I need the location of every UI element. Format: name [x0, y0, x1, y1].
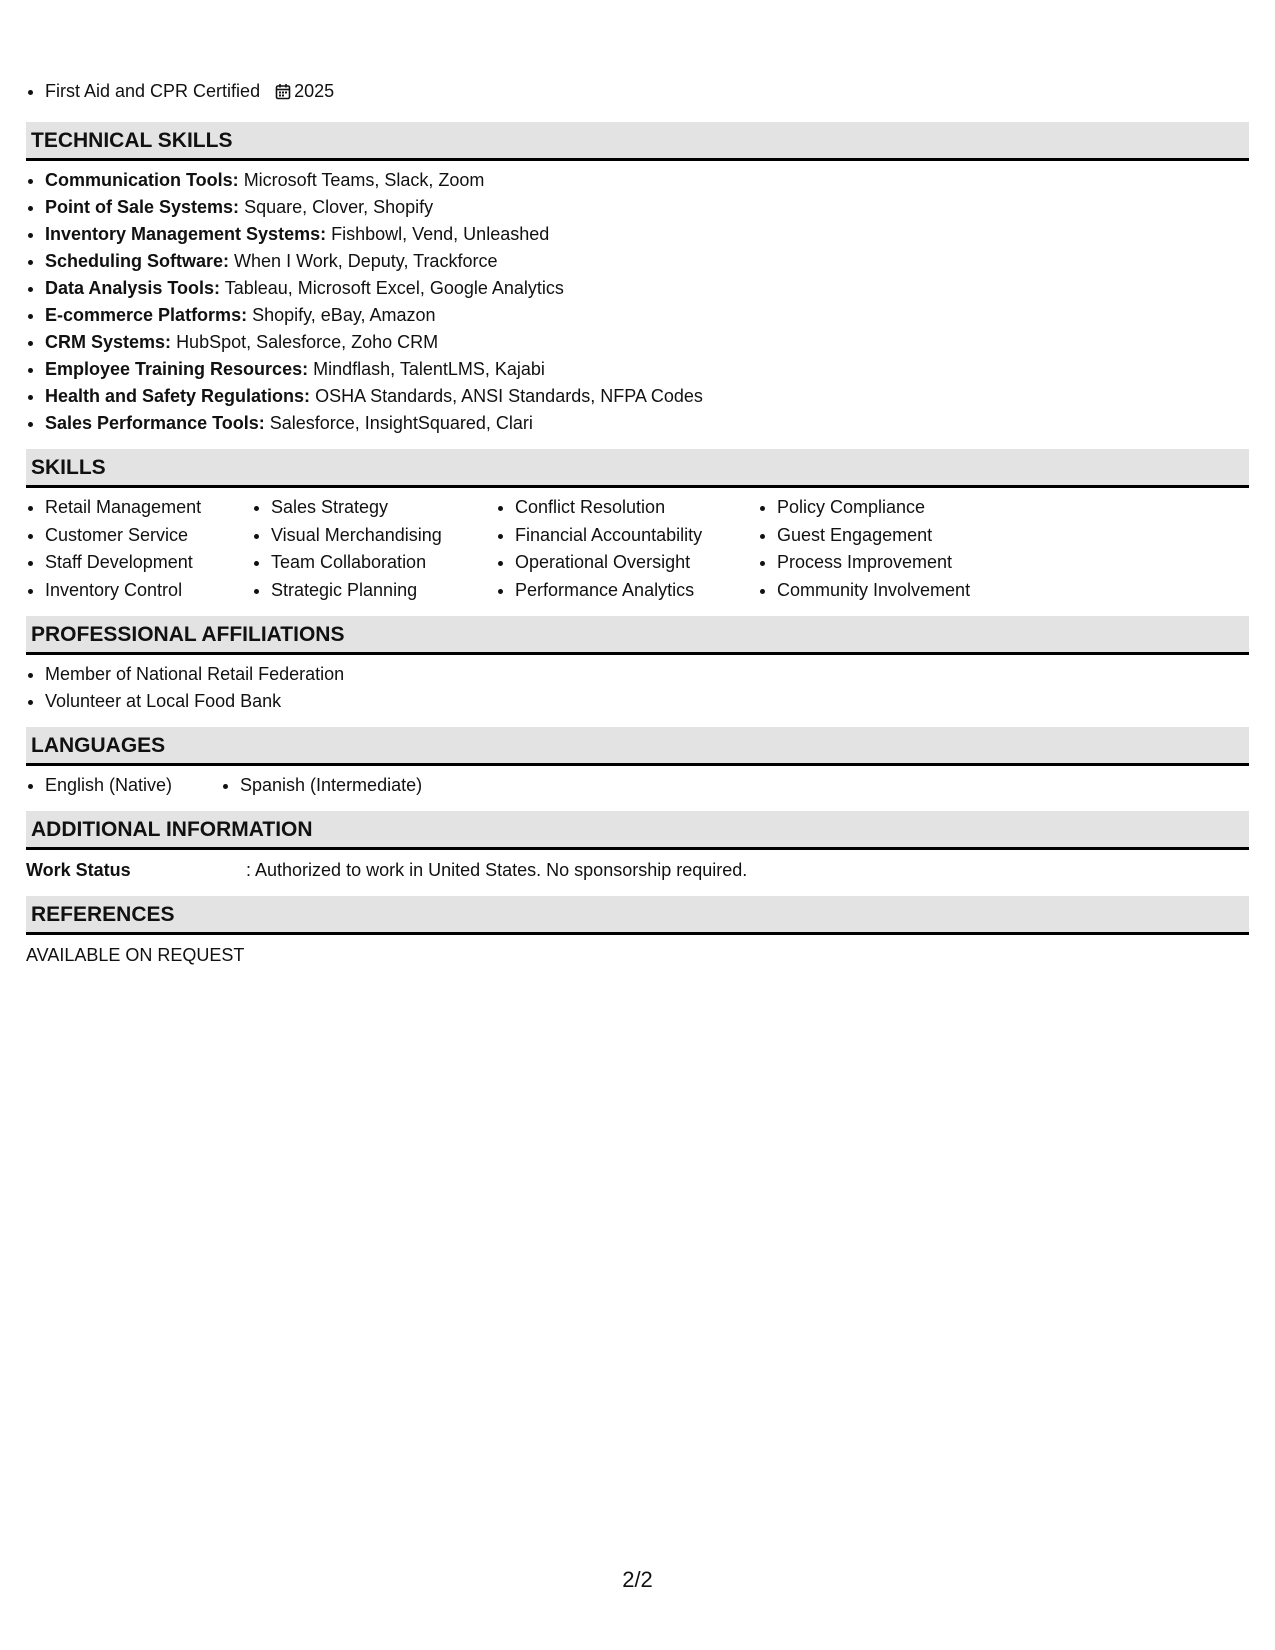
references-heading: REFERENCES [26, 896, 1249, 935]
skill-item: • Customer Service [45, 522, 252, 550]
references-text: AVAILABLE ON REQUEST [26, 945, 245, 965]
language-item: • Spanish (Intermediate) [240, 772, 422, 799]
skill-item: • Team Collaboration [271, 549, 496, 577]
additional-info-heading: ADDITIONAL INFORMATION [26, 811, 1249, 850]
work-status-value: : Authorized to work in United States. No sponsorship required. [246, 860, 748, 880]
skill-item: • Financial Accountability [515, 522, 758, 550]
skill-item: • Community Involvement [777, 577, 1037, 605]
languages-heading: LANGUAGES [26, 727, 1249, 766]
page-number: 2/2 [622, 1567, 653, 1592]
skill-item: • Visual Merchandising [271, 522, 496, 550]
skills-column [252, 494, 496, 604]
certification-item [45, 78, 334, 105]
skill-item: • Policy Compliance [777, 494, 1037, 522]
technical-skill-item: • Data Analysis Tools: Tableau, Microsoft Excel, Google Analytics [45, 275, 1249, 302]
skills-column [26, 494, 252, 604]
skill-item: • Staff Development [45, 549, 252, 577]
technical-skill-item: • Health and Safety Regulations: OSHA Standards, ANSI Standards, NFPA Codes [45, 383, 1249, 410]
skills-grid [26, 494, 1249, 604]
work-status-label: Work Status [26, 860, 131, 880]
references-section [26, 896, 1249, 969]
technical-skill-item: • CRM Systems: HubSpot, Salesforce, Zoho CRM [45, 329, 1249, 356]
skill-item: • Strategic Planning [271, 577, 496, 605]
calendar-icon [275, 83, 291, 100]
skill-item: • Performance Analytics [515, 577, 758, 605]
languages-section [26, 727, 1249, 799]
technical-skills-section [26, 122, 1249, 437]
skills-heading: SKILLS [26, 449, 1249, 488]
skill-item: • Inventory Control [45, 577, 252, 605]
affiliation-item: • Member of National Retail Federation [45, 661, 1249, 688]
technical-skill-item: • Sales Performance Tools: Salesforce, InsightSquared, Clari [45, 410, 1249, 437]
technical-skills-heading: TECHNICAL SKILLS [26, 122, 1249, 161]
language-item: • English (Native) [45, 772, 221, 799]
affiliation-item: • Volunteer at Local Food Bank [45, 688, 1249, 715]
skill-item: • Sales Strategy [271, 494, 496, 522]
resume-sections [26, 122, 1249, 981]
skills-column [758, 494, 1037, 604]
technical-skill-item: • Scheduling Software: When I Work, Deputy, Trackforce [45, 248, 1249, 275]
technical-skill-item: • Point of Sale Systems: Square, Clover, Shopify [45, 194, 1249, 221]
skill-item: • Guest Engagement [777, 522, 1037, 550]
skills-section [26, 449, 1249, 604]
technical-skill-item: • Inventory Management Systems: Fishbowl, Vend, Unleashed [45, 221, 1249, 248]
certifications-list [26, 78, 334, 105]
affiliations-section [26, 616, 1249, 715]
certification-year: 2025 [294, 81, 335, 101]
skill-item: • Process Improvement [777, 549, 1037, 577]
additional-info-section [26, 811, 1249, 884]
technical-skill-item: • E-commerce Platforms: Shopify, eBay, Amazon [45, 302, 1249, 329]
skill-item: • Conflict Resolution [515, 494, 758, 522]
skill-item: • Operational Oversight [515, 549, 758, 577]
affiliations-list [26, 661, 1249, 715]
languages-list [26, 772, 1249, 799]
technical-skills-list [26, 167, 1249, 437]
technical-skill-item: • Employee Training Resources: Mindflash, TalentLMS, Kajabi [45, 356, 1249, 383]
technical-skill-item: • Communication Tools: Microsoft Teams, Slack, Zoom [45, 167, 1249, 194]
affiliations-heading: PROFESSIONAL AFFILIATIONS [26, 616, 1249, 655]
skills-column [496, 494, 758, 604]
work-status-row [26, 857, 1249, 884]
skill-item: • Retail Management [45, 494, 252, 522]
certification-name: First Aid and CPR Certified [45, 81, 261, 101]
